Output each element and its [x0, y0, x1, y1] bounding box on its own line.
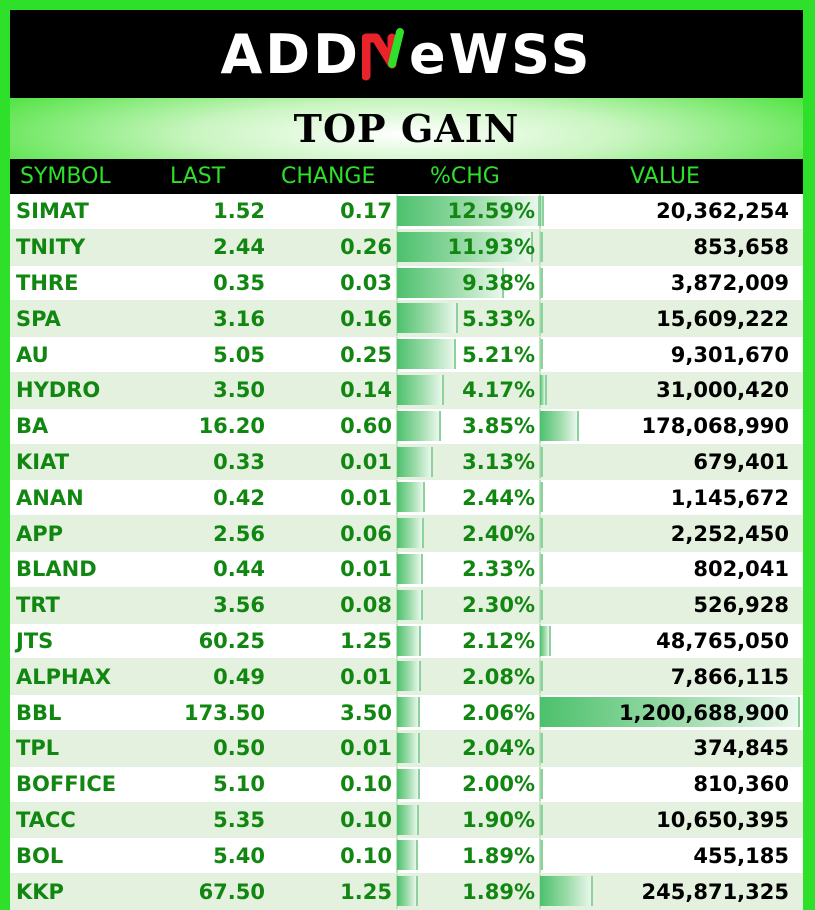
last-cell: 5.40	[213, 843, 265, 868]
pct-chg-cell: 5.33%	[462, 306, 535, 331]
value-cell: 802,041	[693, 557, 789, 582]
pct-chg-bar	[397, 411, 441, 441]
header-last: LAST	[170, 164, 226, 189]
value-cell: 2,252,450	[670, 521, 789, 546]
value-cell: 15,609,222	[656, 306, 789, 331]
value-cell: 10,650,395	[656, 807, 789, 832]
symbol-cell: JTS	[16, 628, 54, 653]
header-value: VALUE	[630, 164, 700, 189]
change-cell: 0.17	[340, 199, 392, 224]
logo-text-before: ADD	[220, 22, 361, 86]
symbol-cell: ALPHAX	[16, 664, 112, 689]
last-cell: 5.05	[213, 342, 265, 367]
pct-chg-cell: 2.12%	[462, 628, 535, 653]
pct-chg-bar	[397, 661, 421, 691]
value-cell: 810,360	[693, 772, 789, 797]
change-cell: 0.03	[340, 270, 392, 295]
change-cell: 0.01	[340, 736, 392, 761]
pct-chg-cell: 2.33%	[462, 557, 535, 582]
header-change: CHANGE	[281, 164, 376, 189]
value-cell: 178,068,990	[641, 414, 789, 439]
table-row	[10, 373, 803, 409]
change-cell: 0.10	[340, 772, 392, 797]
change-cell: 0.26	[340, 235, 392, 260]
table-row	[10, 516, 803, 552]
change-cell: 0.14	[340, 378, 392, 403]
pct-chg-bar	[397, 518, 424, 548]
pct-chg-cell: 1.90%	[462, 807, 535, 832]
value-cell: 1,145,672	[670, 485, 789, 510]
addnewss-logo	[221, 23, 593, 86]
pct-chg-bar	[397, 447, 433, 477]
change-cell: 0.10	[340, 807, 392, 832]
pct-chg-bar	[397, 769, 420, 799]
logo-text-after: eWSS	[408, 22, 593, 86]
symbol-cell: SIMAT	[16, 199, 89, 224]
last-cell: 0.44	[213, 557, 265, 582]
value-bar	[540, 303, 543, 333]
header-pct-chg: %CHG	[430, 164, 500, 189]
table-row	[10, 301, 803, 337]
pct-chg-cell: 12.59%	[447, 199, 535, 224]
value-cell: 3,872,009	[670, 270, 789, 295]
table-row	[10, 624, 803, 660]
value-cell: 526,928	[693, 593, 789, 618]
last-cell: 0.49	[213, 664, 265, 689]
value-cell: 9,301,670	[670, 342, 789, 367]
pct-chg-cell: 9.38%	[462, 270, 535, 295]
value-bar	[540, 196, 544, 226]
pct-chg-bar	[397, 697, 420, 727]
pct-chg-cell: 2.00%	[462, 772, 535, 797]
pct-chg-cell: 3.85%	[462, 414, 535, 439]
last-cell: 1.52	[213, 199, 265, 224]
table-row	[10, 588, 803, 624]
value-cell: 374,845	[693, 736, 789, 761]
table-row	[10, 731, 803, 767]
value-bar	[540, 876, 593, 906]
last-cell: 5.35	[213, 807, 265, 832]
last-cell: 60.25	[198, 628, 265, 653]
value-bar	[540, 626, 551, 656]
value-cell: 853,658	[693, 235, 789, 260]
change-cell: 0.25	[340, 342, 392, 367]
title-bar	[10, 98, 803, 159]
pct-chg-cell: 2.30%	[462, 593, 535, 618]
last-cell: 0.50	[213, 736, 265, 761]
value-bar	[540, 661, 543, 691]
table-row	[10, 480, 803, 516]
change-cell: 0.06	[340, 521, 392, 546]
table-row	[10, 838, 803, 874]
last-cell: 0.33	[213, 449, 265, 474]
symbol-cell: KIAT	[16, 449, 70, 474]
pct-chg-bar	[397, 805, 419, 835]
change-cell: 0.08	[340, 593, 392, 618]
last-cell: 16.20	[198, 414, 265, 439]
pct-chg-cell: 2.04%	[462, 736, 535, 761]
pct-chg-bar	[397, 339, 456, 369]
pct-chg-cell: 1.89%	[462, 843, 535, 868]
table-row	[10, 803, 803, 839]
symbol-cell: APP	[16, 521, 64, 546]
value-bar	[540, 840, 543, 870]
table-row	[10, 445, 803, 481]
change-cell: 0.01	[340, 485, 392, 510]
symbol-cell: BLAND	[16, 557, 97, 582]
value-bar	[540, 805, 543, 835]
pct-chg-cell: 4.17%	[462, 378, 535, 403]
gainers-table-body	[10, 194, 803, 910]
pct-chg-bar	[397, 375, 444, 405]
value-bar	[540, 232, 543, 262]
symbol-cell: ANAN	[16, 485, 84, 510]
table-row	[10, 552, 803, 588]
pct-chg-bar	[397, 876, 418, 906]
last-cell: 5.10	[213, 772, 265, 797]
pct-chg-bar	[397, 554, 423, 584]
table-row	[10, 659, 803, 695]
change-cell: 0.01	[340, 449, 392, 474]
last-cell: 0.42	[213, 485, 265, 510]
pct-chg-bar	[397, 303, 458, 333]
pct-chg-cell: 3.13%	[462, 449, 535, 474]
table-row	[10, 337, 803, 373]
value-bar	[540, 482, 543, 512]
symbol-cell: SPA	[16, 306, 61, 331]
symbol-cell: BA	[16, 414, 49, 439]
pct-chg-cell: 5.21%	[462, 342, 535, 367]
value-bar	[540, 375, 547, 405]
table-row	[10, 266, 803, 302]
symbol-cell: AU	[16, 342, 49, 367]
change-cell: 3.50	[340, 700, 392, 725]
logo-bar	[10, 10, 803, 98]
table-row	[10, 695, 803, 731]
change-cell: 0.01	[340, 664, 392, 689]
value-bar	[540, 411, 579, 441]
value-cell: 679,401	[693, 449, 789, 474]
change-cell: 1.25	[340, 628, 392, 653]
pct-chg-cell: 2.06%	[462, 700, 535, 725]
symbol-cell: BOL	[16, 843, 64, 868]
change-cell: 0.01	[340, 557, 392, 582]
pct-chg-cell: 2.40%	[462, 521, 535, 546]
symbol-cell: TRT	[16, 593, 60, 618]
value-bar	[540, 268, 543, 298]
value-cell: 48,765,050	[656, 628, 789, 653]
change-cell: 0.60	[340, 414, 392, 439]
last-cell: 0.35	[213, 270, 265, 295]
symbol-cell: KKP	[16, 879, 64, 904]
table-row	[10, 194, 803, 230]
table-row	[10, 230, 803, 266]
last-cell: 2.56	[213, 521, 265, 546]
pct-chg-bar	[397, 733, 420, 763]
n-logo-icon	[362, 26, 408, 82]
symbol-cell: BBL	[16, 700, 62, 725]
table-row	[10, 767, 803, 803]
pct-chg-bar	[397, 840, 418, 870]
last-cell: 3.56	[213, 593, 265, 618]
pct-chg-cell: 2.44%	[462, 485, 535, 510]
header-symbol: SYMBOL	[20, 164, 111, 189]
value-bar	[540, 554, 543, 584]
value-cell: 1,200,688,900	[618, 700, 789, 725]
value-bar	[540, 769, 543, 799]
pct-chg-bar	[397, 482, 425, 512]
last-cell: 173.50	[183, 700, 265, 725]
pct-chg-cell: 1.89%	[462, 879, 535, 904]
last-cell: 2.44	[213, 235, 265, 260]
symbol-cell: THRE	[16, 270, 79, 295]
change-cell: 0.10	[340, 843, 392, 868]
pct-chg-bar	[397, 626, 421, 656]
pct-chg-cell: 2.08%	[462, 664, 535, 689]
last-cell: 67.50	[198, 879, 265, 904]
page-title: TOP GAIN	[293, 106, 520, 151]
pct-chg-bar	[397, 590, 423, 620]
value-bar	[540, 518, 543, 548]
value-cell: 245,871,325	[641, 879, 789, 904]
value-bar	[540, 733, 543, 763]
value-bar	[540, 339, 543, 369]
pct-chg-cell: 11.93%	[447, 235, 535, 260]
value-cell: 20,362,254	[656, 199, 789, 224]
symbol-cell: TACC	[16, 807, 76, 832]
value-cell: 31,000,420	[656, 378, 789, 403]
change-cell: 1.25	[340, 879, 392, 904]
value-bar	[540, 590, 543, 620]
last-cell: 3.50	[213, 378, 265, 403]
symbol-cell: HYDRO	[16, 378, 101, 403]
table-row	[10, 409, 803, 445]
value-bar	[540, 447, 543, 477]
value-cell: 455,185	[693, 843, 789, 868]
table-header	[10, 159, 803, 194]
symbol-cell: BOFFICE	[16, 772, 117, 797]
value-cell: 7,866,115	[670, 664, 789, 689]
change-cell: 0.16	[340, 306, 392, 331]
symbol-cell: TPL	[16, 736, 60, 761]
table-row	[10, 874, 803, 910]
symbol-cell: TNITY	[16, 235, 86, 260]
last-cell: 3.16	[213, 306, 265, 331]
